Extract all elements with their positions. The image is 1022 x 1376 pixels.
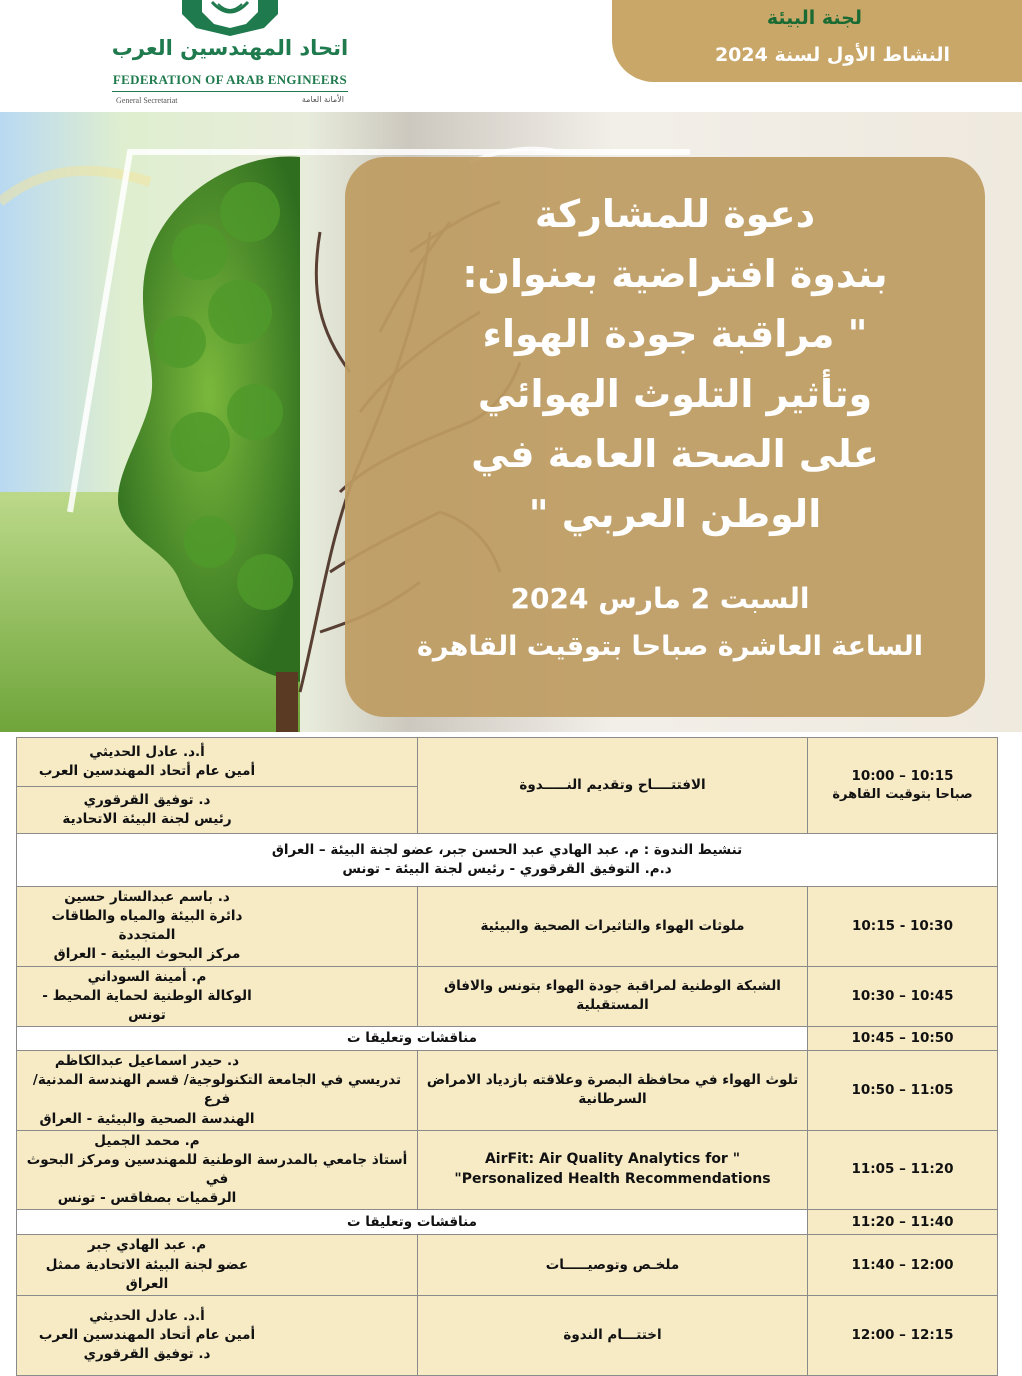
topic-cell: ملوثات الهواء والتاثيرات الصحية والبيئية [418, 887, 808, 967]
speaker-role: أمين عام أتحاد المهندسين العرب [38, 1326, 256, 1343]
speaker-cell [17, 1051, 418, 1131]
speaker-affiliation: تدريسي في الجامعة التكنولوجية/ قسم الهندسة المدنية/ فرع [32, 1072, 402, 1108]
speaker-name: د. حيدر اسماعيل عبدالكاظم [54, 1053, 240, 1070]
speaker-cell [17, 1295, 418, 1375]
speaker-cell [17, 1130, 418, 1210]
speaker-name: م. محمد الجميل [94, 1132, 200, 1149]
activity-tag [612, 0, 1022, 82]
speaker-cell [17, 887, 418, 967]
speaker-affiliation: الرقميات بصفاقس - تونس [57, 1190, 237, 1207]
table-row [17, 1130, 998, 1210]
speaker-name: م. عبد الهادي جبر [87, 1237, 207, 1254]
table-row [17, 1295, 998, 1375]
table-row [17, 887, 998, 967]
time-cell: 10:45 – 10:50 [808, 1027, 998, 1051]
speaker-affiliation: مركز البحوث البيئية - العراق [53, 946, 241, 963]
table-row [17, 1027, 998, 1051]
speaker-name: د. باسم عبدالستار حسين [64, 889, 230, 905]
committee-label: لجنة البيئة [766, 7, 862, 29]
logo-emblem-icon [168, 0, 292, 38]
logo-english-text: FEDERATION OF ARAB ENGINEERS [112, 72, 348, 87]
topic-cell: اختتـــام الندوة [418, 1295, 808, 1375]
speaker-name: د. توفيق القرقوري [83, 1345, 211, 1362]
logo-divider [112, 91, 348, 92]
table-row [17, 834, 998, 887]
topic-cell: ملخـص وتوصيـــــات [418, 1235, 808, 1295]
event-date: السبت 2 مارس 2024 [510, 582, 810, 615]
speaker-role: أمين عام أتحاد المهندسين العرب [38, 763, 256, 779]
time-cell: 10:30 – 10:45 [808, 966, 998, 1026]
table-row [17, 966, 998, 1026]
speaker-name: د. توفيق القرقوري [83, 791, 211, 808]
table-row [17, 738, 998, 787]
speaker-affiliation: الوكالة الوطنية لحماية المحيط - تونس [42, 987, 252, 1023]
hero-banner [0, 112, 1022, 732]
speaker-affiliation: الهندسة الصحية والبيئية - العراق [39, 1110, 255, 1127]
logo-sub-english: General Secretariat [116, 96, 178, 105]
time-cell: 12:00 – 12:15 [808, 1295, 998, 1375]
invitation-title: دعوة للمشاركة بندوة افتراضية بعنوان: " مراقبة جودة الهواء وتأثير التلوث الهوائي على الصحة العامة في الوطن العربي " [462, 192, 888, 537]
speaker-name: م. أمينة السوداني [87, 968, 207, 985]
discussion-cell: مناقشات وتعليقا ت [17, 1027, 808, 1051]
time-cell: 11:05 – 11:20 [808, 1130, 998, 1210]
table-row [17, 1210, 998, 1235]
topic-cell: الافتتــــاح وتقديم النـــــدوة [418, 738, 808, 834]
discussion-cell: مناقشات وتعليقا ت [17, 1210, 808, 1235]
topic-cell: تلوث الهواء في محافظة البصرة وعلاقته بازدياد الامراض السرطانية [418, 1051, 808, 1131]
schedule-table [16, 737, 998, 1376]
speaker-cell [17, 966, 418, 1026]
time-range: 10:00 – 10:15 [851, 767, 954, 784]
moderator-line: د.م. التوفيق القرقوري - رئيس لجنة البيئة - تونس [342, 861, 672, 877]
logo-sub-arabic: الأمانة العامة [301, 95, 344, 104]
time-cell: 10:50 – 11:05 [808, 1051, 998, 1131]
speaker-name: أ.د. عادل الحديثي [89, 743, 205, 760]
topic-line: "Personalized Health Recommendations [454, 1171, 771, 1188]
activity-label: النشاط الأول لسنة 2024 [714, 44, 950, 66]
speaker-cell [17, 787, 418, 834]
topic-cell [418, 1130, 808, 1210]
table-row [17, 1235, 998, 1295]
time-note: صباحا بتوقيت القاهرة [832, 786, 973, 802]
topic-line: AirFit: Air Quality Analytics for " [484, 1151, 741, 1168]
logo-arabic-text: اتحاد المهندسين العرب [111, 36, 349, 60]
moderation-cell [17, 834, 998, 887]
time-cell: 10:15 - 10:30 [808, 887, 998, 967]
header [0, 0, 1022, 112]
speaker-role: رئيس لجنة البيئة الاتحادية [62, 811, 232, 827]
speaker-name: أ.د. عادل الحديثي [89, 1307, 205, 1324]
federation-logo [100, 0, 360, 112]
topic-cell: الشبكة الوطنية لمراقبة جودة الهواء بتونس والافاق المستقبلية [418, 966, 808, 1026]
speaker-cell [17, 738, 418, 787]
time-cell: 11:20 – 11:40 [808, 1210, 998, 1235]
event-time: الساعة العاشرة صباحا بتوقيت القاهرة [416, 631, 924, 662]
speaker-affiliation: دائرة البيئة والمياه والطاقات المتجددة [51, 908, 243, 944]
tree-trunk [276, 672, 298, 732]
moderator-line: تنشيط الندوة : م. عبد الهادي عبد الحسن جبر، عضو لجنة البيئة – العراق [271, 841, 743, 858]
time-cell: 11:40 – 12:00 [808, 1235, 998, 1295]
table-row [17, 1051, 998, 1131]
speaker-cell [17, 1235, 418, 1295]
time-cell [808, 738, 998, 834]
speaker-affiliation: أستاذ جامعي بالمدرسة الوطنية للمهندسين ومركز البحوث في [26, 1151, 408, 1188]
speaker-affiliation: عضو لجنة البيئة الاتحادية ممثل العراق [45, 1256, 249, 1292]
